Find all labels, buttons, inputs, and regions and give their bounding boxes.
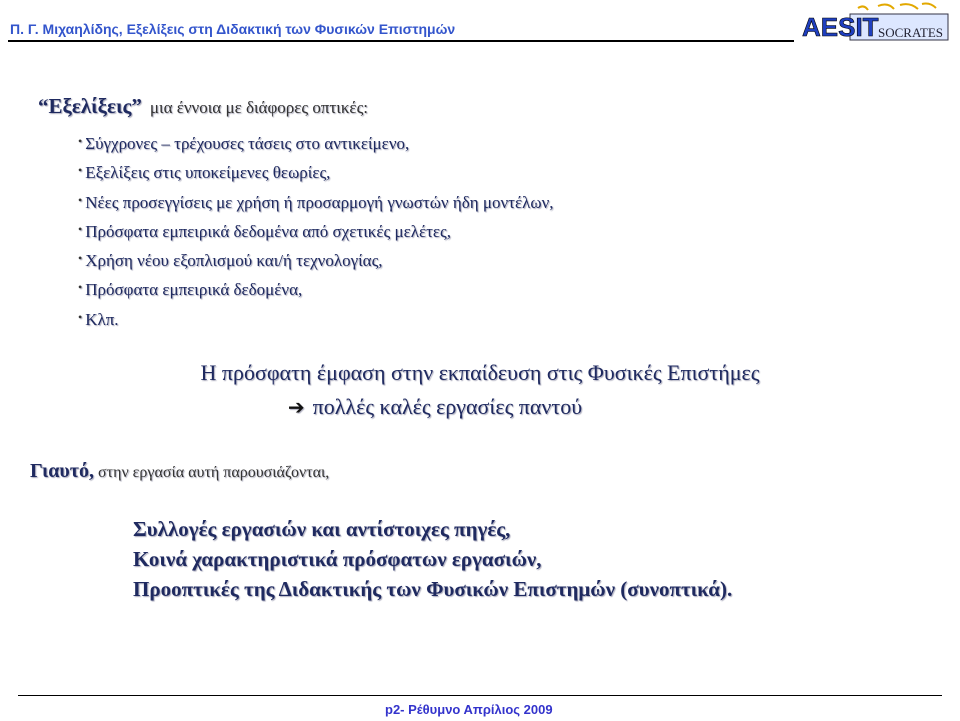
list-item: • Σύγχρονες – τρέχουσες τάσεις στο αντικείμενο, <box>78 134 410 153</box>
bullet-icon: • <box>78 309 83 324</box>
intro-line <box>38 94 368 119</box>
list-item: Συλλογές εργασιών και αντίστοιχες πηγές, <box>133 517 511 541</box>
bullet-icon: • <box>78 251 83 266</box>
bullet-icon: • <box>78 134 83 148</box>
arrow-right-icon: ➔ <box>287 395 305 419</box>
logo-aesit-text: AESIT <box>802 12 879 42</box>
emphasis-result-text: πολλές καλές εργασίες παντού <box>312 394 583 419</box>
intro-rest: μια έννοια με διάφορες οπτικές: <box>149 98 369 117</box>
emphasis-result <box>0 394 915 420</box>
bullet-icon: • <box>78 221 83 236</box>
header-title: Π. Γ. Μιχαηλίδης, Εξελίξεις στη Διδακτική των Φυσικών Επιστημών <box>10 21 456 37</box>
logo-socrates-text: SOCRATES <box>878 25 944 40</box>
list-item: • Κλπ. <box>78 309 119 329</box>
why-lead: Γιαυτό, <box>30 460 95 482</box>
why-line <box>30 460 329 483</box>
perspectives-list <box>78 128 554 333</box>
list-item: Κοινά χαρακτηριστικά πρόσφατων εργασιών, <box>133 547 542 571</box>
why-rest: στην εργασία αυτή παρουσιάζονται, <box>98 464 330 481</box>
footer-rule <box>18 695 942 696</box>
emphasis-line: Η πρόσφατη έμφαση στην εκπαίδευση στις Φυσικές Επιστήμες <box>200 360 760 385</box>
header-rule <box>8 40 794 42</box>
presented-list <box>133 514 732 604</box>
footer-text: p2- Ρέθυμνο Απρίλιος 2009 <box>385 702 553 717</box>
list-item: • Χρήση νέου εξοπλισμού και/ή τεχνολογίας, <box>78 251 383 271</box>
bullet-icon: • <box>78 163 83 178</box>
aesit-socrates-logo <box>800 2 950 44</box>
list-item: • Πρόσφατα εμπειρικά δεδομένα, <box>78 280 303 300</box>
bullet-icon: • <box>78 280 83 295</box>
list-item: • Πρόσφατα εμπειρικά δεδομένα από σχετικές μελέτες, <box>78 221 452 241</box>
intro-quote: “Εξελίξεις” <box>38 94 142 118</box>
bullet-icon: • <box>78 192 83 207</box>
list-item: • Εξελίξεις στις υποκείμενες θεωρίες, <box>78 163 331 183</box>
list-item: • Νέες προσεγγίσεις με χρήση ή προσαρμογή γνωστών ήδη μοντέλων, <box>78 192 554 212</box>
list-item: Προοπτικές της Διδακτικής των Φυσικών Επιστημών (συνοπτικά). <box>133 577 733 601</box>
